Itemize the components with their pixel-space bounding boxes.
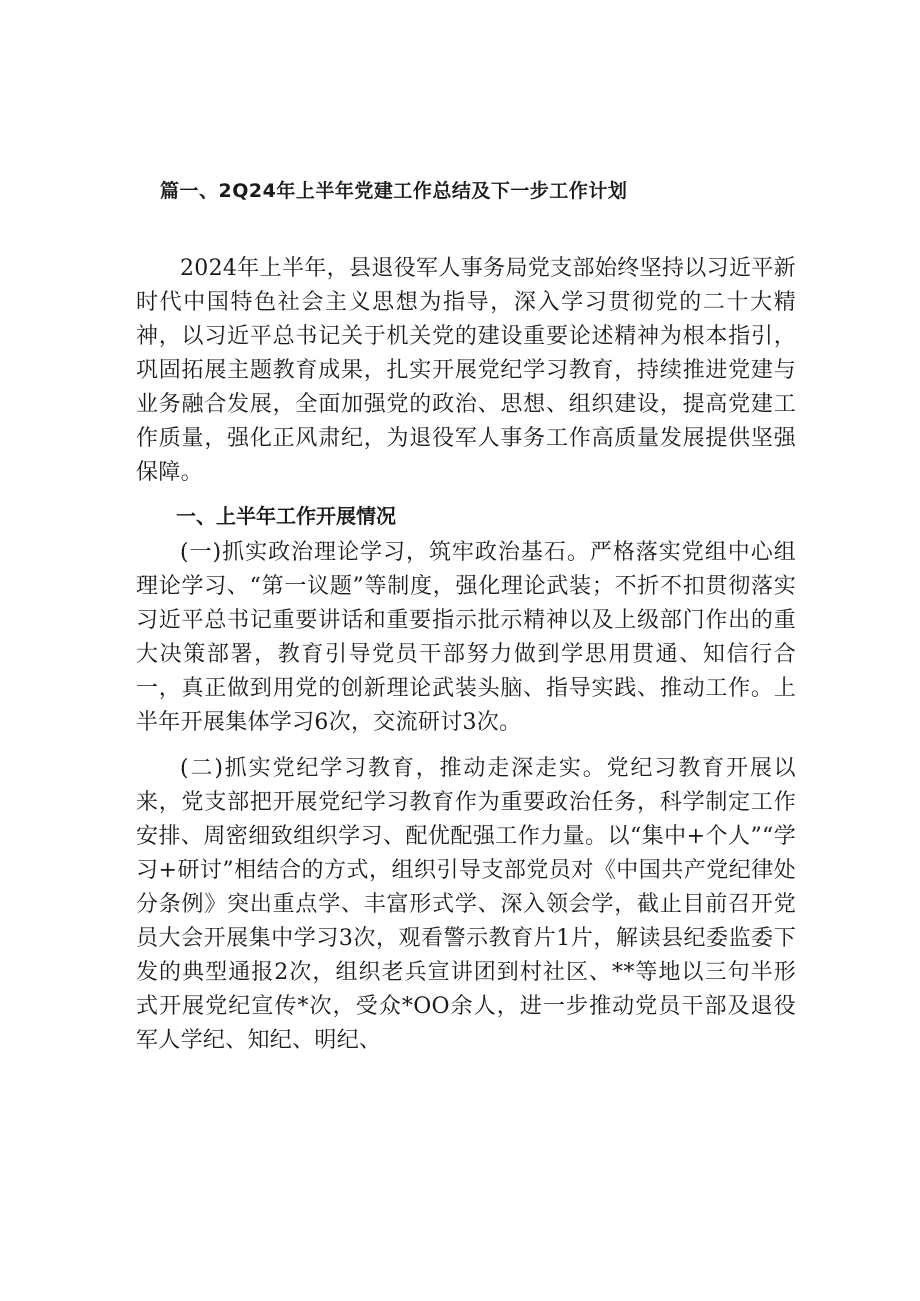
item-1-paragraph: (一)抓实政治理论学习，筑牢政治基石。严格落实党组中心组理论学习、“第一议题”等制度，强化理论武装；不折不扣贯彻落实习近平总书记重要讲话和重要指示批示精神以及上级部门作出的重大决策部署，教育引导党员干部努力做到学思用贯通、知信行合一，真正做到用党的创新理论武装头脑、指导实践、推动工作。上半年开展集体学习6次，交流研讨3次。 xyxy=(136,540,796,735)
document-title: 篇一、2Q24年上半年党建工作总结及下一步工作计划 xyxy=(160,180,628,202)
section-heading: 一、上半年工作开展情况 xyxy=(176,504,396,528)
document-body xyxy=(136,252,796,1058)
intro-paragraph: 2024年上半年，县退役军人事务局党支部始终坚持以习近平新时代中国特色社会主义思想为指导，深入学习贯彻党的二十大精神，以习近平总书记关于机关党的建设重要论述精神为根本指引，巩固拓展主题教育成果，扎实开展党纪学习教育，持续推进党建与业务融合发展，全面加强党的政治、思想、组织建设，提高党建工作质量，强化正风肃纪，为退役军人事务工作高质量发展提供坚强保障。 xyxy=(136,256,796,485)
item-2-paragraph: (二)抓实党纪学习教育，推动走深走实。党纪习教育开展以来，党支部把开展党纪学习教育作为重要政治任务，科学制定工作安排、周密细致组织学习、配优配强工作力量。以“集中+个人”“学习+研讨”相结合的方式，组织引导支部党员对《中国共产党纪律处分条例》突出重点学、丰富形式学、深入领会学，截止目前召开党员大会开展集中学习3次，观看警示教育片1片，解读县纪委监委下发的典型通报2次，组织老兵宣讲团到村社区、**等地以三句半形式开展党纪宣传*次，受众*OO余人，进一步推动党员干部及退役军人学纪、知纪、明纪、 xyxy=(136,756,796,1053)
